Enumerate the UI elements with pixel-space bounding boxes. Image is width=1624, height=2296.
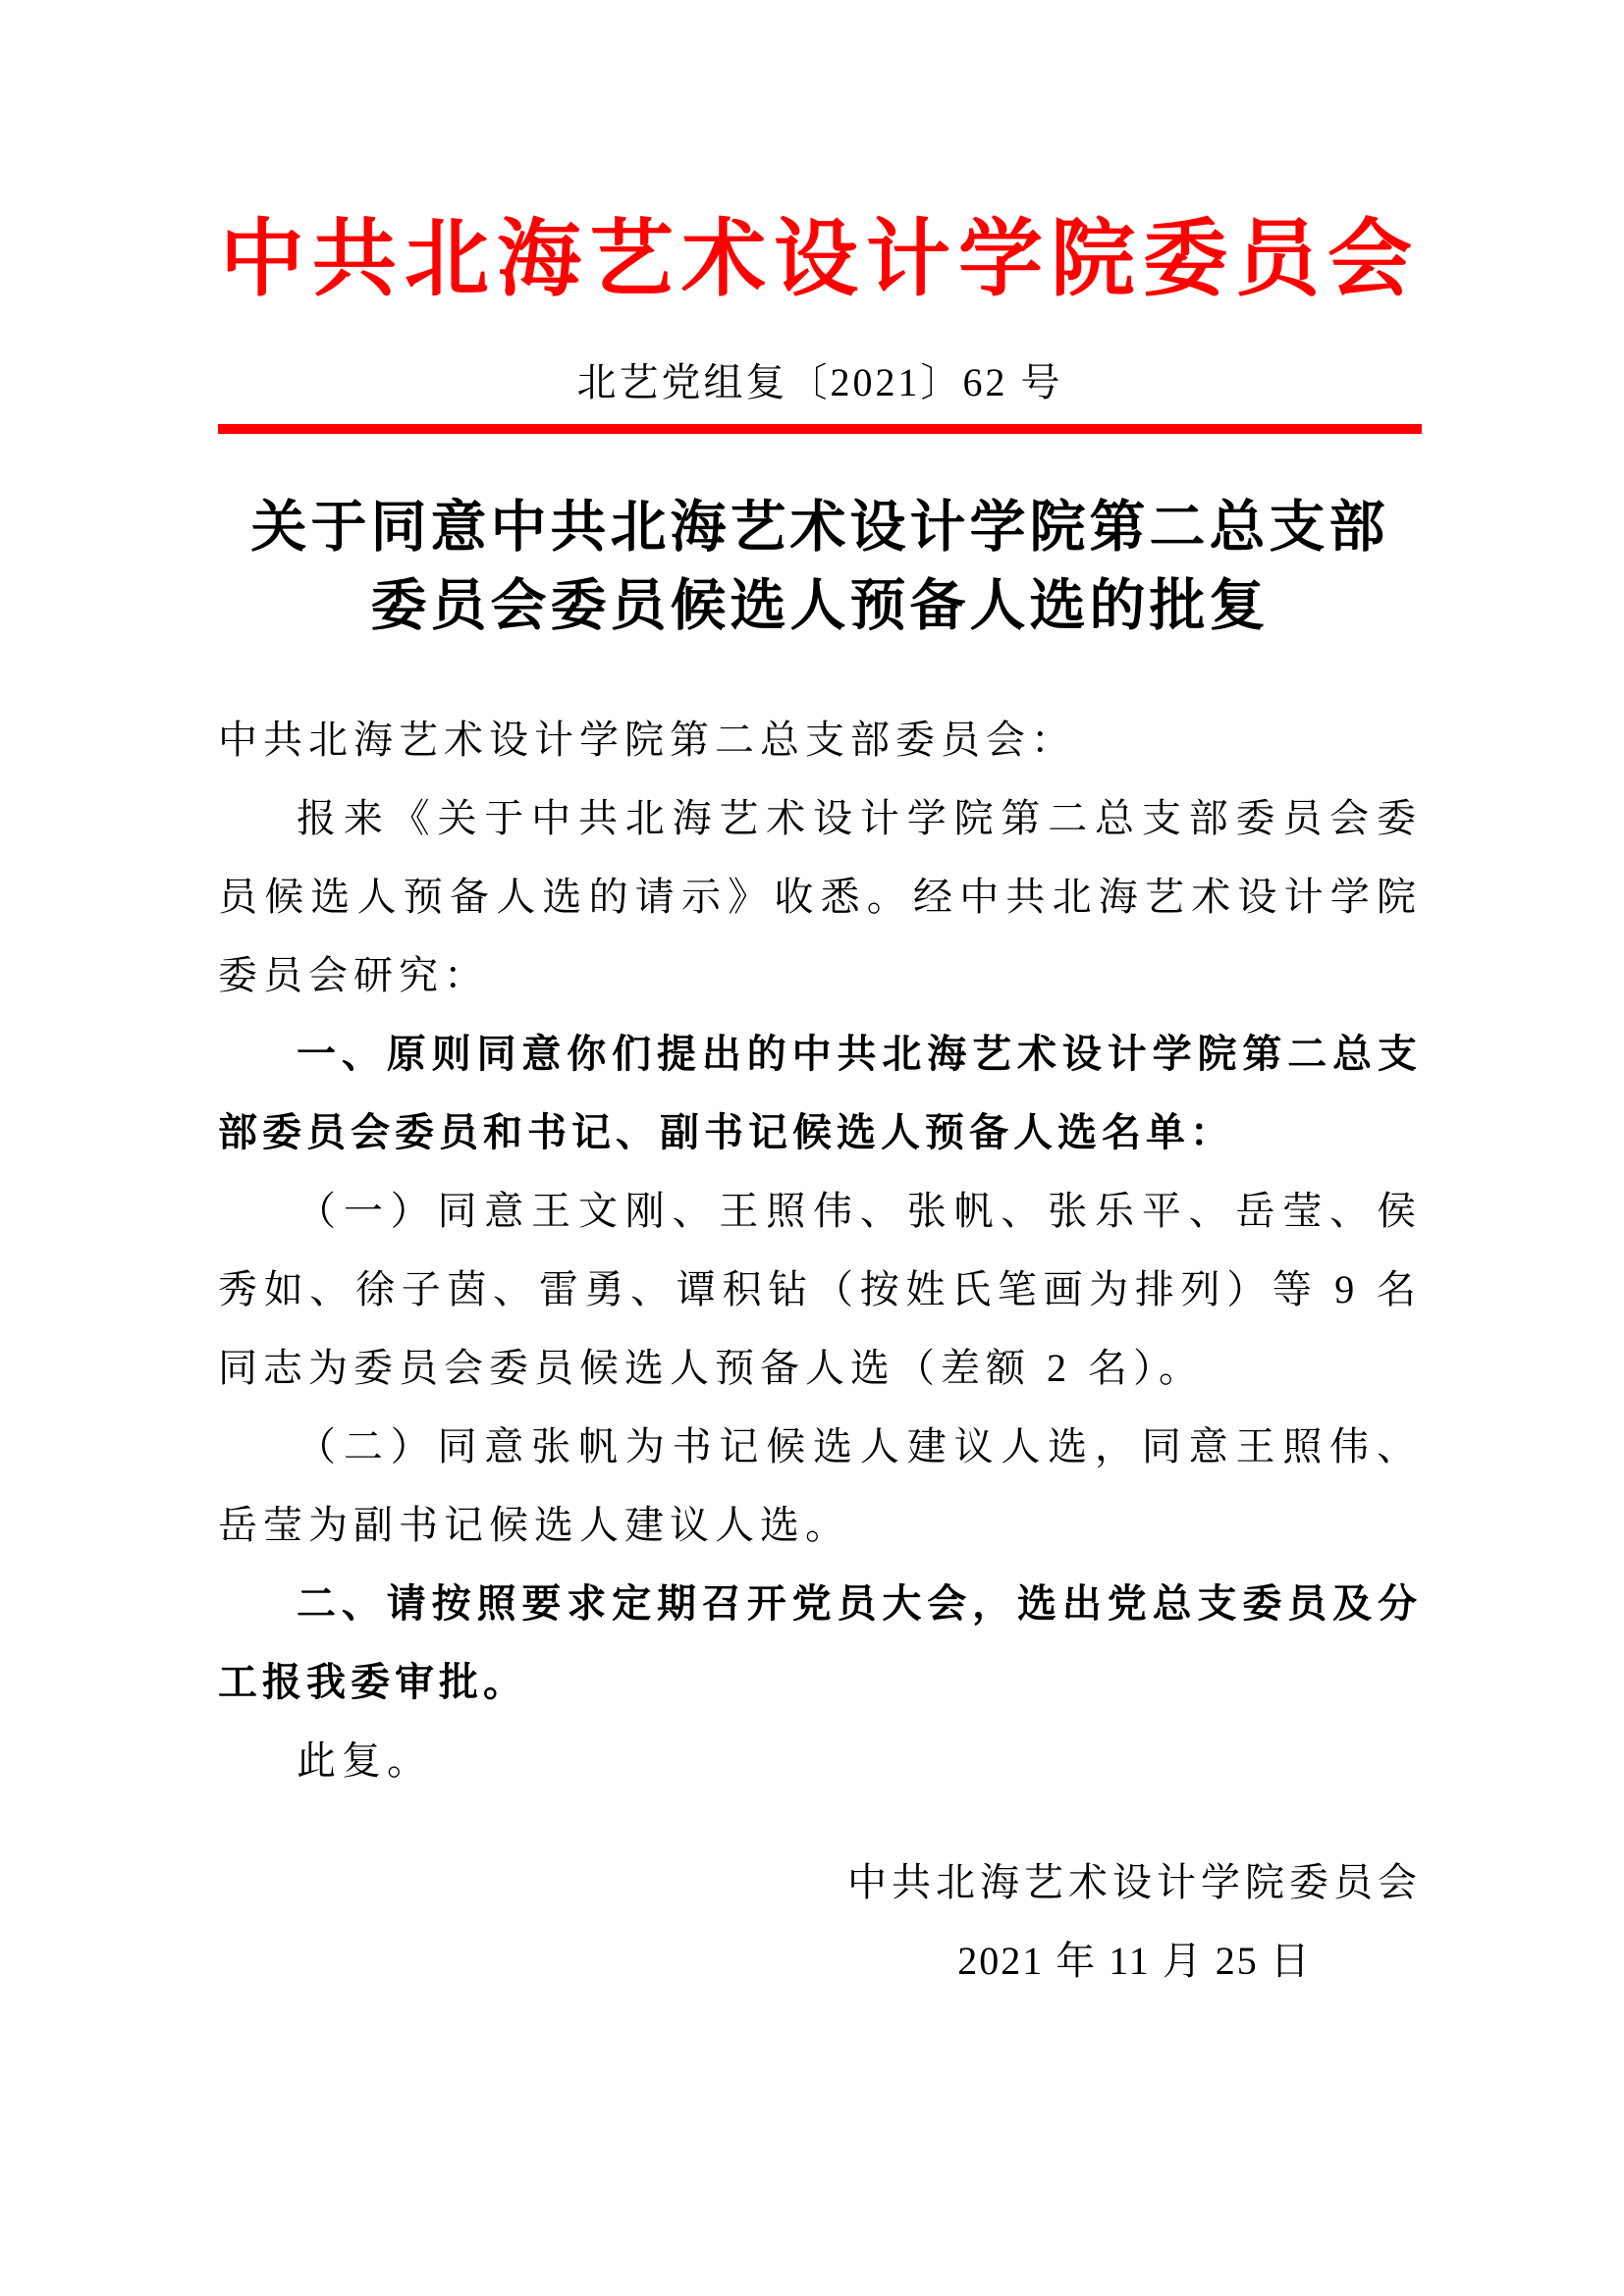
paragraph-secretary-candidates: （二）同意张帆为书记候选人建议人选，同意王照伟、岳莹为副书记候选人建议人选。 [218,1424,1422,1547]
paragraph-item-two: 二、请按照要求定期召开党员大会，选出党总支委员及分工报我委审批。 [218,1582,1422,1704]
closing-line: 此复。 [297,1738,432,1783]
paragraph-report-received: 报来《关于中共北海艺术设计学院第二总支部委员会委员候选人预备人选的请示》收悉。经中共北海艺术设计学院委员会研究： [218,796,1422,997]
salutation-line: 中共北海艺术设计学院第二总支部委员会： [218,718,1076,762]
title-line-2: 委员会委员候选人预备人选的批复 [370,575,1270,637]
paragraph-candidate-list: （一）同意王文刚、王照伟、张帆、张乐平、岳莹、侯秀如、徐子茵、雷勇、谭积钻（按姓氏笔画为排列）等 9 名同志为委员会委员候选人预备人选（差额 2 名）。 [218,1189,1422,1390]
signature-block [847,1843,1422,2001]
title-line-1: 关于同意中共北海艺术设计学院第二总支部 [250,497,1389,559]
signature-date: 2021 年 11 月 25 日 [957,1939,1312,1983]
red-divider-line [218,424,1422,434]
signature-org-name: 中共北海艺术设计学院委员会 [847,1860,1422,1904]
doc-number: 北艺党组复〔2021〕62 号 [576,360,1063,404]
header-org-name: 中共北海艺术设计学院委员会 [220,212,1420,306]
paragraph-item-one: 一、原则同意你们提出的中共北海艺术设计学院第二总支部委员会委员和书记、副书记候选人预备人选名单： [218,1033,1422,1154]
document-body [218,701,1422,1800]
document-title [218,489,1422,646]
